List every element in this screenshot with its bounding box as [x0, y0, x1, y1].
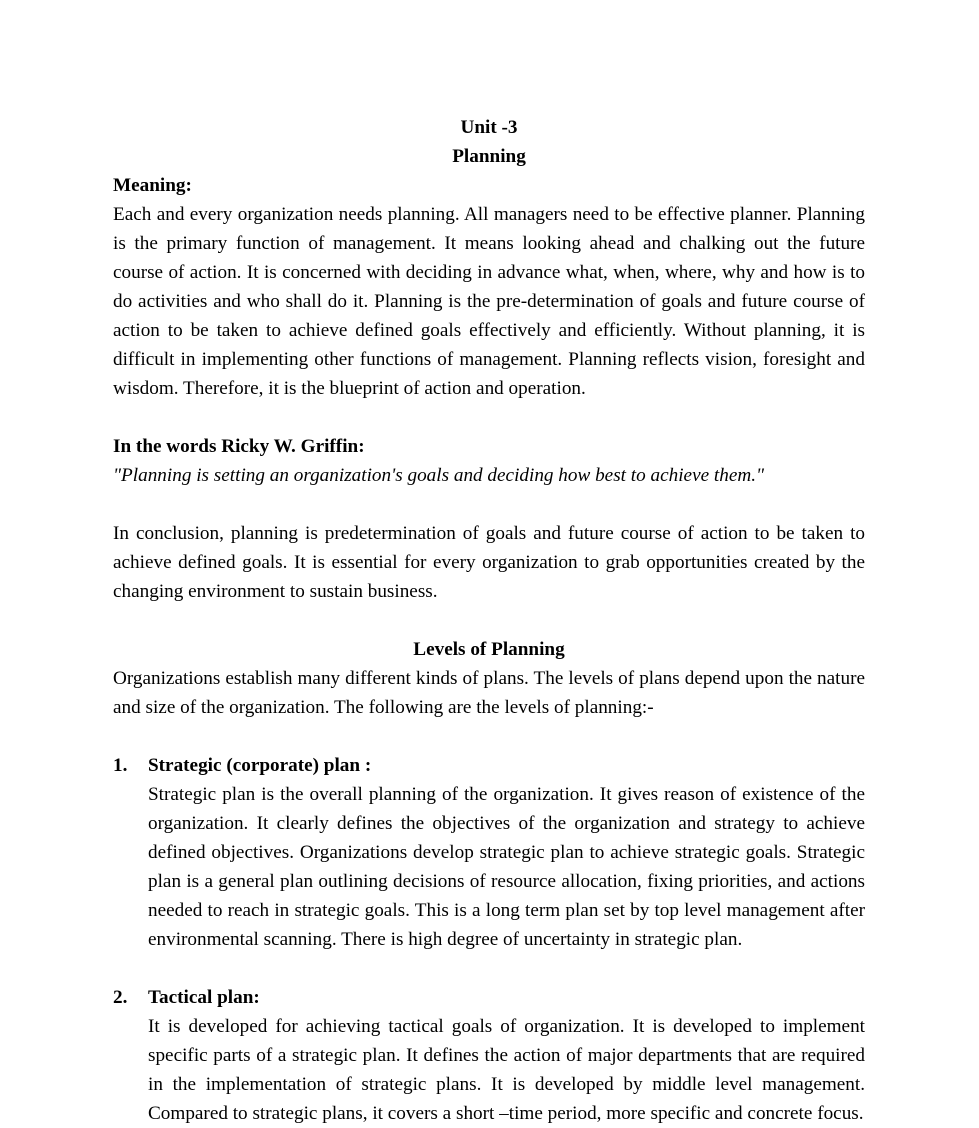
list-item-body: It is developed for achieving tactical goals of organization. It is developed to implement specific parts of a strategic plan. It defines the action of major departments that are required in the implementation of strategic plans. It is developed by middle level management. Compared to strategic plans, it covers a short –time period, more specific and concrete focus. — [148, 1016, 865, 1124]
spacer-1 — [113, 403, 865, 432]
spacer-2 — [113, 490, 865, 519]
meaning-paragraph: Each and every organization needs planning. All managers need to be effective planner. Planning is the primary function of management. It means looking ahead and chalking out the future course of action. It is concerned with deciding in advance what, when, where, why and how is to do activities and who shall do it. Planning is the pre-determination of goals and future course of action to be taken to achieve defined goals effectively and efficiently. Without planning, it is difficult in implementing other functions of management. Planning reflects vision, foresight and wisdom. Therefore, it is the blueprint of action and operation. — [113, 204, 865, 399]
list-item-body: Strategic plan is the overall planning of the organization. It gives reason of existence of the organization. It clearly defines the objectives of the organization and strategy to achieve defined objectives. Organizations develop strategic plan to achieve strategic goals. Strategic plan is a general plan outlining decisions of resource allocation, fixing priorities, and actions needed to reach in strategic goals. This is a long term plan set by top level management after environmental scanning. There is high degree of uncertainty in strategic plan. — [148, 784, 865, 950]
list-item-header — [113, 983, 865, 1012]
levels-of-planning-heading: Levels of Planning — [413, 639, 565, 660]
document-body — [113, 113, 865, 1128]
list-item-number: 2. — [113, 987, 128, 1008]
spacer-5 — [113, 954, 865, 983]
page-title: Planning — [452, 146, 526, 167]
list-item-title: Tactical plan: — [148, 987, 260, 1008]
list-item-header — [113, 751, 865, 780]
spacer-4 — [113, 722, 865, 751]
list-item — [113, 751, 865, 954]
levels-intro-paragraph: Organizations establish many different kinds of plans. The levels of plans depend upon the nature and size of the organization. The following are the levels of planning:- — [113, 668, 865, 718]
list-item-title: Strategic (corporate) plan : — [148, 755, 372, 776]
griffin-quote: "Planning is setting an organization's goals and deciding how best to achieve them." — [113, 465, 765, 486]
list-item-number: 1. — [113, 755, 128, 776]
meaning-heading: Meaning: — [113, 175, 192, 196]
unit-title: Unit -3 — [460, 117, 518, 138]
conclusion-paragraph: In conclusion, planning is predetermination of goals and future course of action to be taken to achieve defined goals. It is essential for every organization to grab opportunities created by the changing environment to sustain business. — [113, 523, 865, 602]
list-item — [113, 983, 865, 1128]
griffin-heading: In the words Ricky W. Griffin: — [113, 436, 365, 457]
spacer-3 — [113, 606, 865, 635]
